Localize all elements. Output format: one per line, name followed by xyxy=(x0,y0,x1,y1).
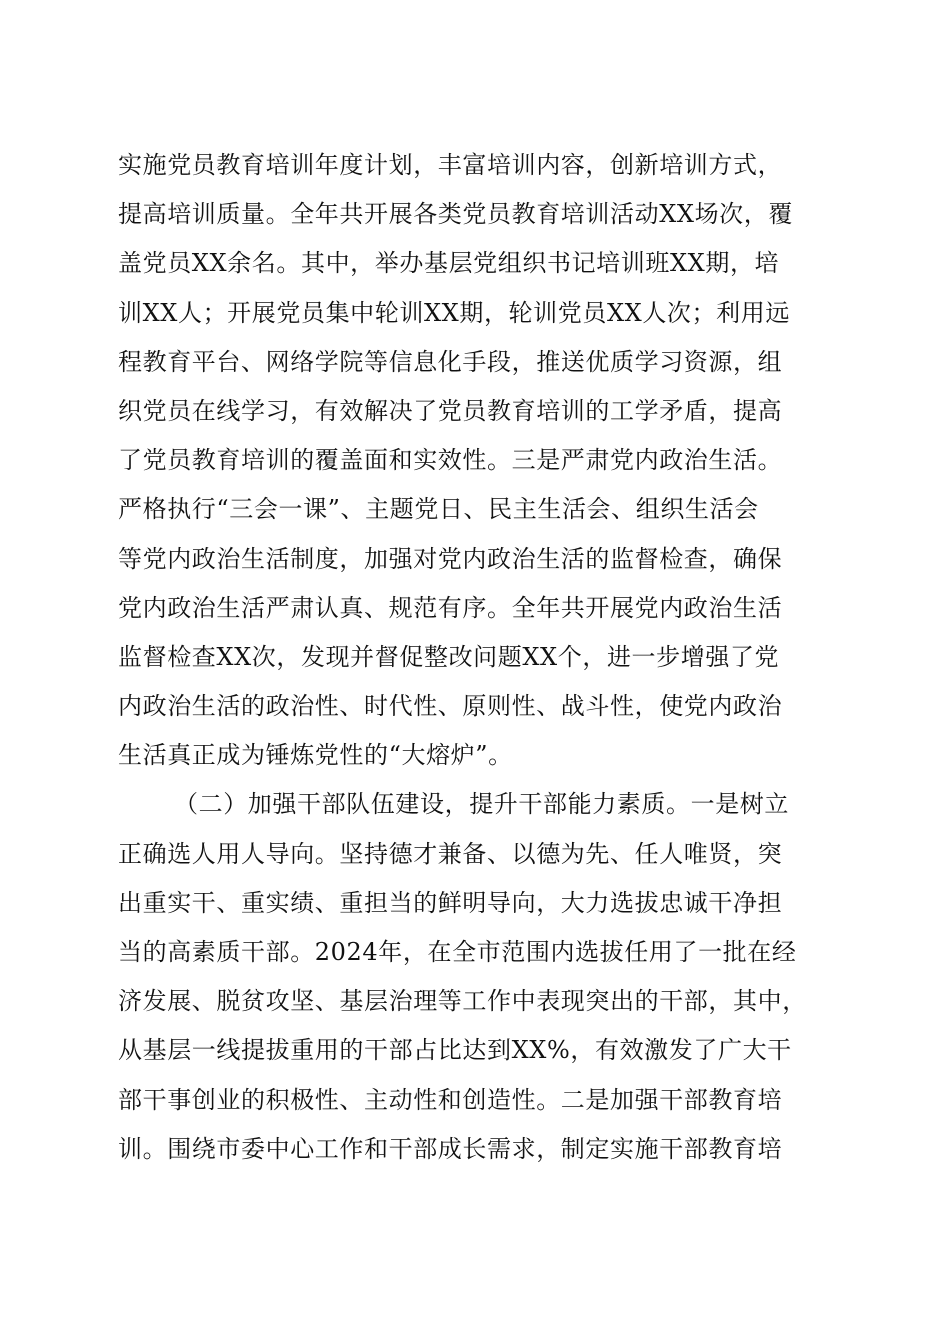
text-line: 实施党员教育培训年度计划，丰富培训内容，创新培训方式， xyxy=(118,151,783,179)
text-line: 党内政治生活严肃认真、规范有序。全年共开展党内政治生活 xyxy=(118,593,783,622)
body-text xyxy=(118,141,838,1174)
section-heading-line: （二）加强干部队伍建设，提升干部能力素质。一是树立 xyxy=(174,790,789,819)
text-line: 从基层一线提拔重用的干部占比达到XX%，有效激发了广大干 xyxy=(118,1036,792,1065)
text-line: 织党员在线学习，有效解决了党员教育培训的工学矛盾，提高 xyxy=(118,396,783,425)
text-line: 部干事创业的积极性、主动性和创造性。二是加强干部教育培 xyxy=(118,1085,783,1114)
text-line: 了党员教育培训的覆盖面和实效性。三是严肃党内政治生活。 xyxy=(118,446,783,475)
text-line: 当的高素质干部。2024年，在全市范围内选拔任用了一批在经 xyxy=(118,938,797,966)
text-line: 提高培训质量。全年共开展各类党员教育培训活动XX场次，覆 xyxy=(118,200,793,229)
text-line: 出重实干、重实绩、重担当的鲜明导向，大力选拔忠诚干净担 xyxy=(118,888,783,917)
text-line: 监督检查XX次，发现并督促整改问题XX个，进一步增强了党 xyxy=(118,642,780,671)
text-line: 生活真正成为锤炼党性的“大熔炉”。 xyxy=(118,741,513,770)
text-line: 济发展、脱贫攻坚、基层治理等工作中表现突出的干部，其中， xyxy=(118,987,807,1016)
text-line: 正确选人用人导向。坚持德才兼备、以德为先、任人唯贤，突 xyxy=(118,839,783,868)
text-line: 训。围绕市委中心工作和干部成长需求，制定实施干部教育培 xyxy=(118,1134,783,1163)
text-line: 程教育平台、网络学院等信息化手段，推送优质学习资源，组 xyxy=(118,347,783,376)
text-line: 内政治生活的政治性、时代性、原则性、战斗性，使党内政治 xyxy=(118,692,783,721)
text-line: 等党内政治生活制度，加强对党内政治生活的监督检查，确保 xyxy=(118,544,783,573)
text-line: 严格执行“三会一课”、主题党日、民主生活会、组织生活会 xyxy=(118,495,759,524)
text-line: 训XX人；开展党员集中轮训XX期，轮训党员XX人次；利用远 xyxy=(118,298,790,327)
text-line: 盖党员XX余名。其中，举办基层党组织书记培训班XX期，培 xyxy=(118,249,780,278)
